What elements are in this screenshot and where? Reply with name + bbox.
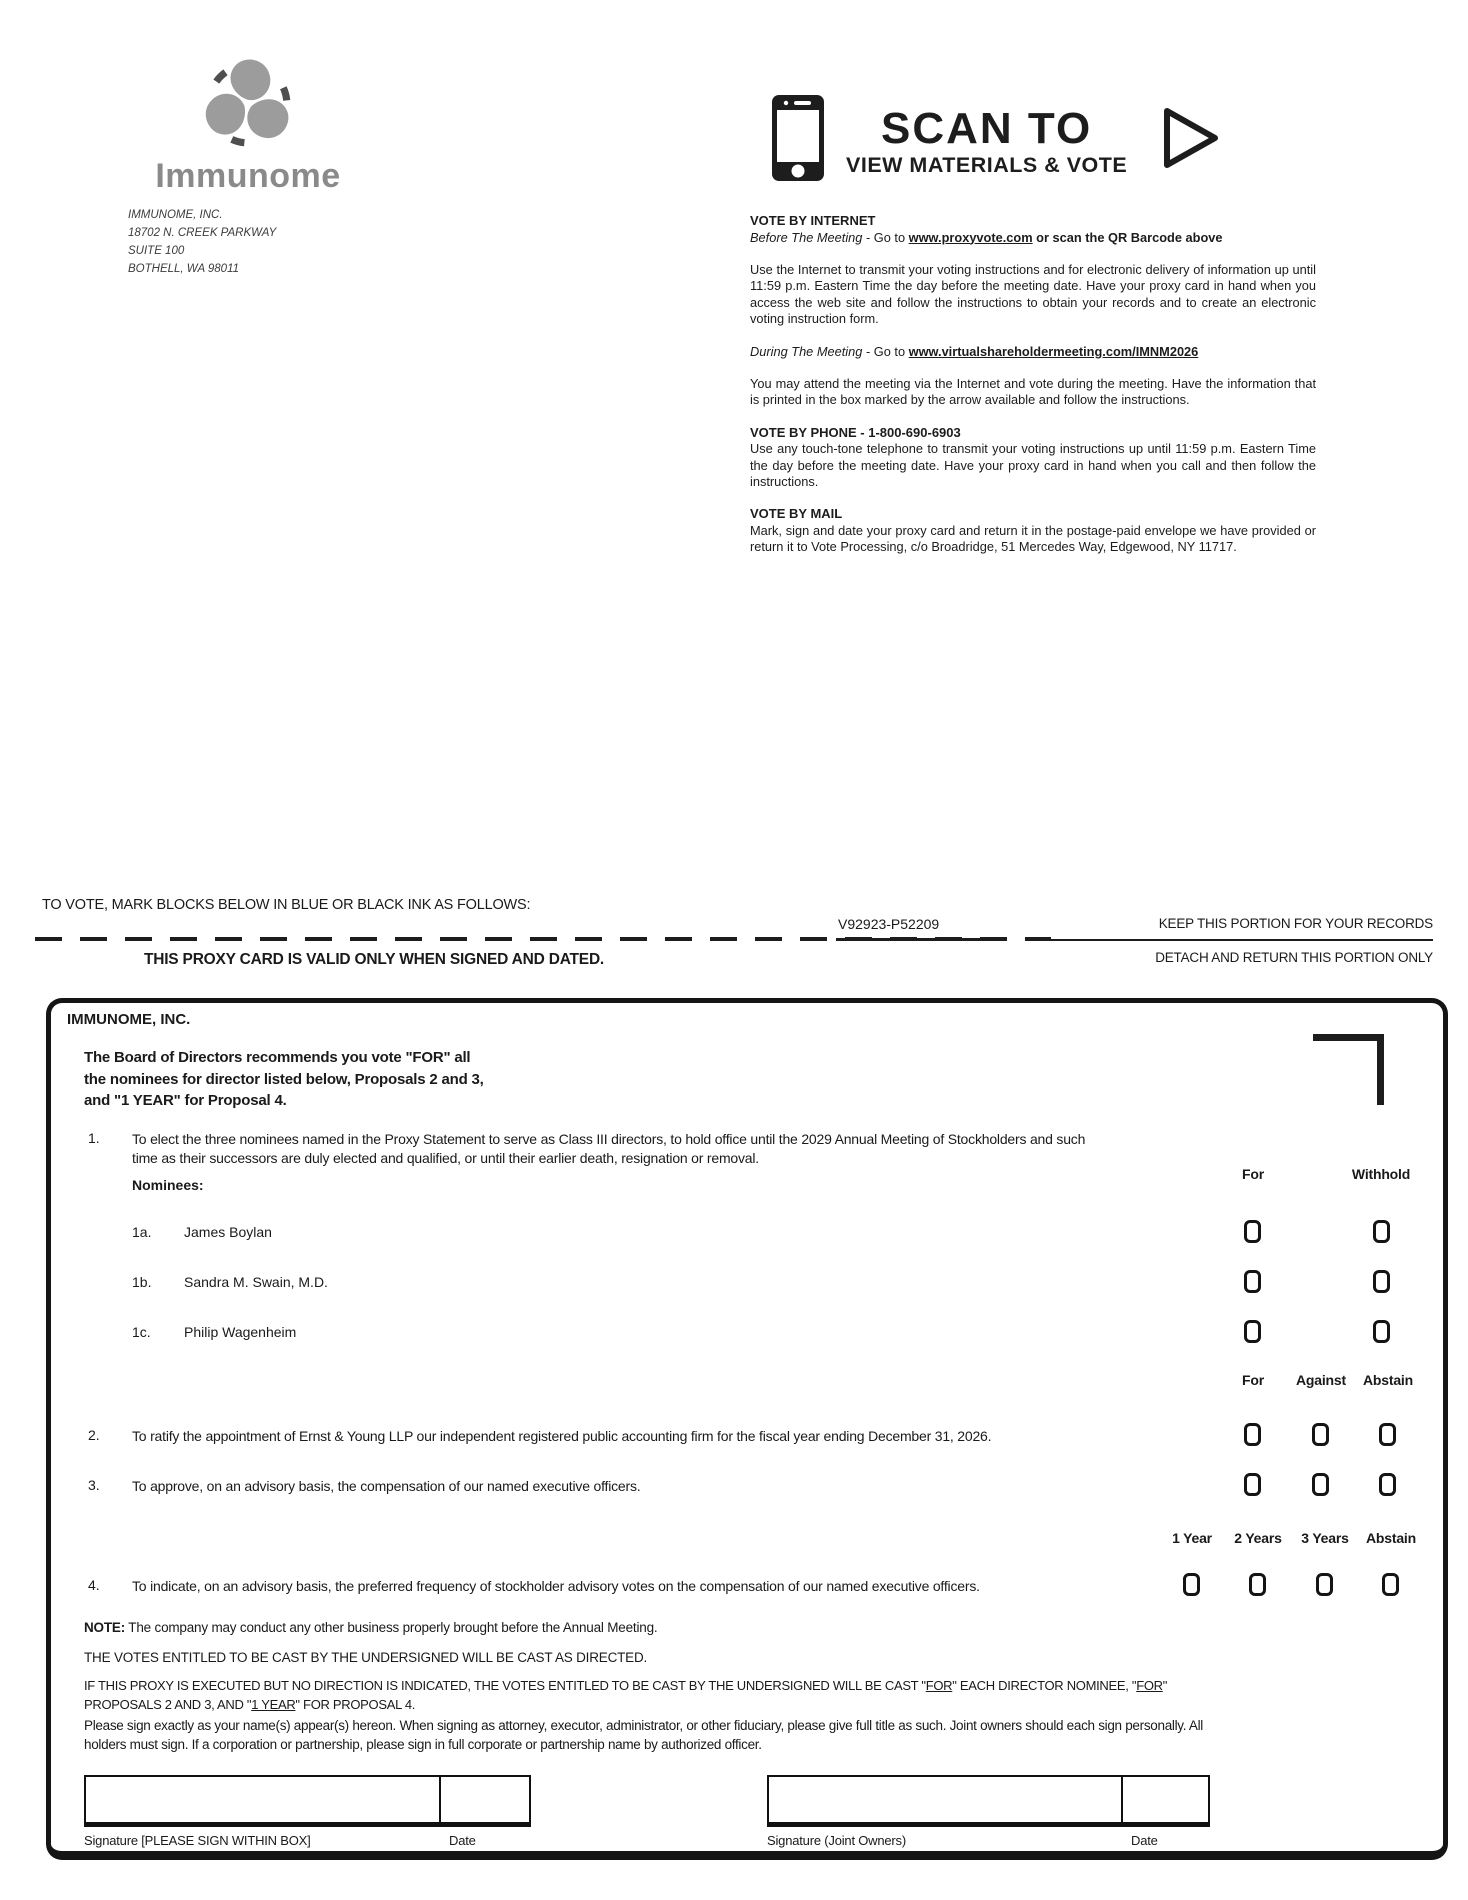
before-meeting-line	[750, 230, 1316, 246]
voting-instructions	[750, 213, 1316, 572]
default-voting-line	[84, 1677, 1214, 1714]
address-line: IMMUNOME, INC.	[128, 209, 223, 221]
column-header-1year: 1 Year	[1172, 1530, 1212, 1546]
checkbox-p4-3years[interactable]	[1316, 1573, 1333, 1596]
checkbox-1c-withhold[interactable]	[1373, 1320, 1390, 1343]
note-label: NOTE:	[84, 1620, 125, 1635]
nominee-name: Sandra M. Swain, M.D.	[184, 1274, 328, 1290]
default-voting-text: " FOR PROPOSAL 4.	[295, 1696, 416, 1712]
during-meeting-line	[750, 344, 1316, 360]
return-address	[128, 206, 276, 278]
address-line: BOTHELL, WA 98011	[128, 263, 240, 275]
cast-as-directed-line: THE VOTES ENTITLED TO BE CAST BY THE UNDERSIGNED WILL BE CAST AS DIRECTED.	[84, 1650, 648, 1665]
proxyvote-link[interactable]: www.proxyvote.com	[908, 229, 1033, 245]
checkbox-1a-for[interactable]	[1244, 1220, 1261, 1243]
during-meeting-label: During The Meeting	[750, 343, 863, 359]
scan-banner-text	[846, 103, 1128, 178]
address-line: SUITE 100	[128, 245, 185, 257]
checkbox-p4-2years[interactable]	[1249, 1573, 1266, 1596]
checkbox-p3-for[interactable]	[1244, 1473, 1261, 1496]
scan-banner	[772, 95, 1221, 181]
scan-subtitle: VIEW MATERIALS & VOTE	[846, 152, 1128, 177]
virtual-meeting-link[interactable]: www.virtualshareholdermeeting.com/IMNM2026	[908, 343, 1199, 359]
control-number-underline	[836, 938, 990, 941]
column-header-against: Against	[1296, 1372, 1346, 1388]
vote-mail-paragraph: Mark, sign and date your proxy card and return it in the postage-paid envelope we have provided or return it to Vote Processing, c/o Broadridge, 51 Mercedes Way, Edgewood, NY 11717.	[750, 522, 1316, 555]
arrow-right-icon	[1163, 107, 1221, 169]
column-header-for: For	[1242, 1166, 1264, 1182]
valid-notice: THIS PROXY CARD IS VALID ONLY WHEN SIGNED AND DATED.	[143, 951, 605, 968]
checkbox-1b-withhold[interactable]	[1373, 1270, 1390, 1293]
note-line	[84, 1620, 657, 1635]
signature-primary-label: Signature [PLEASE SIGN WITHIN BOX]	[84, 1833, 311, 1848]
recommendation-line: The Board of Directors recommends you vote "FOR" all	[84, 1049, 471, 1066]
during-meeting-sep: - Go to	[862, 343, 909, 359]
nominees-label: Nominees:	[132, 1177, 204, 1193]
nominee-id: 1b.	[132, 1274, 152, 1290]
date-field-primary[interactable]	[439, 1777, 529, 1822]
board-recommendation	[84, 1047, 484, 1112]
checkbox-p2-for[interactable]	[1244, 1423, 1261, 1446]
default-voting-underlined: FOR	[925, 1678, 953, 1693]
smartphone-icon	[772, 95, 824, 181]
default-voting-underlined: 1 YEAR	[251, 1696, 296, 1712]
vote-internet-paragraph: Use the Internet to transmit your voting instructions and for electronic delivery of information up until 11:59 p.m. Eastern Time the day before the meeting date. Have your proxy card in hand when you access the web site and follow the instructions to obtain your records and to create an electronic voting instruction form.	[750, 261, 1316, 327]
nominee-id: 1a.	[132, 1224, 152, 1240]
vote-phone-paragraph: Use any touch-tone telephone to transmit your voting instructions up until 11:59 p.m. Eastern Time the day before the meeting date. Have your proxy card in hand when you call and then follow the instructions.	[750, 441, 1316, 490]
checkbox-p3-against[interactable]	[1312, 1473, 1329, 1496]
address-line: 18702 N. CREEK PARKWAY	[128, 227, 277, 239]
checkbox-p2-against[interactable]	[1312, 1423, 1329, 1446]
recommendation-line: and "1 YEAR" for Proposal 4.	[84, 1092, 287, 1109]
company-logo	[118, 58, 378, 196]
default-voting-text: " EACH DIRECTOR NOMINEE, "	[952, 1678, 1137, 1693]
proposal1-number: 1.	[88, 1130, 100, 1146]
signature-joint-label: Signature (Joint Owners)	[767, 1833, 906, 1848]
column-header-for: For	[1242, 1372, 1264, 1388]
checkbox-p4-abstain[interactable]	[1382, 1573, 1399, 1596]
proposal2-text: To ratify the appointment of Ernst & Young LLP our independent registered public accounting firm for the fiscal year ending December 31, 2026.	[132, 1428, 992, 1444]
proposal3-number: 3.	[88, 1477, 100, 1493]
vote-internet-heading: VOTE BY INTERNET	[750, 213, 876, 228]
nominee-name: Philip Wagenheim	[184, 1324, 297, 1340]
brand-wordmark: Immunome	[155, 157, 341, 195]
scan-title: SCAN TO	[881, 103, 1093, 153]
checkbox-1a-withhold[interactable]	[1373, 1220, 1390, 1243]
nominee-id: 1c.	[132, 1324, 151, 1340]
column-header-abstain: Abstain	[1366, 1530, 1416, 1546]
control-number: V92923-P52209	[838, 916, 940, 932]
default-voting-text: " PROPOSALS 2 AND 3, AND "	[84, 1678, 1168, 1712]
card-company-name: IMMUNOME, INC.	[67, 1011, 191, 1028]
note-text: The company may conduct any other business properly brought before the Annual Meeting.	[125, 1620, 658, 1635]
proposal4-number: 4.	[88, 1577, 100, 1593]
default-voting-underlined: FOR	[1136, 1678, 1163, 1693]
default-voting-text: IF THIS PROXY IS EXECUTED BUT NO DIRECTION IS INDICATED, THE VOTES ENTITLED TO BE CAST BY THE UNDERSIGNED WILL BE CAST "	[84, 1678, 926, 1693]
date-joint-label: Date	[1131, 1833, 1158, 1848]
date-field-joint[interactable]	[1121, 1777, 1208, 1822]
checkbox-1c-for[interactable]	[1244, 1320, 1261, 1343]
immunome-logo-icon	[189, 58, 307, 150]
proposal3-text: To approve, on an advisory basis, the compensation of our named executive officers.	[132, 1478, 641, 1494]
detach-portion-label: DETACH AND RETURN THIS PORTION ONLY	[1155, 950, 1433, 965]
proposal4-text: To indicate, on an advisory basis, the preferred frequency of stockholder advisory votes on the compensation of our named executive officers.	[132, 1578, 980, 1594]
perforation-solid-line	[1051, 939, 1433, 941]
proposal2-number: 2.	[88, 1427, 100, 1443]
signature-box-primary[interactable]	[84, 1775, 531, 1827]
checkbox-p2-abstain[interactable]	[1379, 1423, 1396, 1446]
proposal1-text: To elect the three nominees named in the Proxy Statement to serve as Class III directors, to hold office until the 2029 Annual Meeting of Stockholders and such time as their successors are duly elected and qualified, or until their earlier death, resignation or removal.	[132, 1131, 1086, 1166]
during-meeting-paragraph: You may attend the meeting via the Internet and vote during the meeting. Have the information that is printed in the box marked by the arrow available and follow the instructions.	[750, 375, 1316, 408]
column-header-2years: 2 Years	[1234, 1530, 1282, 1546]
nominee-name: James Boylan	[184, 1224, 272, 1240]
before-meeting-tail: or scan the QR Barcode above	[1032, 229, 1223, 245]
ballot-card	[46, 998, 1448, 1860]
vote-phone-heading: VOTE BY PHONE - 1-800-690-6903	[750, 424, 961, 440]
vote-mail-heading: VOTE BY MAIL	[750, 506, 843, 522]
mark-instruction: TO VOTE, MARK BLOCKS BELOW IN BLUE OR BLACK INK AS FOLLOWS:	[42, 897, 531, 913]
date-primary-label: Date	[449, 1833, 476, 1848]
signature-box-joint[interactable]	[767, 1775, 1210, 1827]
checkbox-p4-1year[interactable]	[1183, 1573, 1200, 1596]
column-header-abstain: Abstain	[1363, 1372, 1413, 1388]
sign-instruction: Please sign exactly as your name(s) appear(s) hereon. When signing as attorney, executor, administrator, or other fiduciary, please give full title as such. Joint owners should each sign personally. All holders must sign. If a corporation or partnership, please sign in full corporate or partnership name by authorized officer.	[84, 1718, 1204, 1752]
before-meeting-sep: - Go to	[862, 229, 909, 245]
before-meeting-label: Before The Meeting	[750, 229, 863, 245]
column-header-3years: 3 Years	[1301, 1530, 1349, 1546]
column-header-withhold: Withhold	[1351, 1166, 1411, 1182]
corner-registration-mark	[1313, 1034, 1384, 1105]
keep-portion-label: KEEP THIS PORTION FOR YOUR RECORDS	[1158, 916, 1433, 931]
recommendation-line: the nominees for director listed below, Proposals 2 and 3,	[84, 1070, 484, 1088]
checkbox-p3-abstain[interactable]	[1379, 1473, 1396, 1496]
checkbox-1b-for[interactable]	[1244, 1270, 1261, 1293]
